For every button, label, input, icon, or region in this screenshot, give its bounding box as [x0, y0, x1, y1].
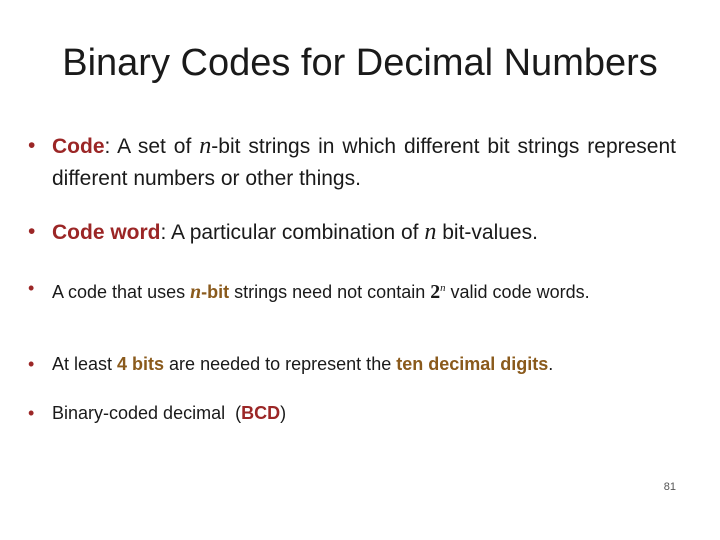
text-segment: ) — [280, 403, 287, 423]
variable-n: n — [424, 218, 437, 245]
bullet-code-definition — [28, 130, 676, 195]
bullet-four-bits — [28, 350, 676, 378]
bullet-marker: • — [28, 403, 35, 423]
highlight-n-bit — [190, 282, 229, 302]
bullet-marker: • — [28, 354, 35, 374]
text-segment: bit-values. — [436, 221, 538, 244]
term-code-word: Code word — [52, 221, 161, 244]
highlight-text: -bit — [201, 282, 230, 302]
bullet-text — [52, 215, 676, 250]
text-segment: strings need not contain — [229, 282, 431, 302]
bullet-text — [52, 274, 676, 306]
slide-title: Binary Codes for Decimal Numbers — [62, 42, 658, 84]
bullet-text — [52, 130, 676, 195]
text-segment: A code that uses — [52, 282, 191, 302]
bullet-code-word — [28, 215, 676, 250]
variable-n: n — [190, 281, 202, 303]
text-segment: : A particular combination of — [160, 221, 425, 244]
bullet-marker: • — [28, 278, 35, 298]
term-code: Code — [52, 135, 105, 158]
text-segment: are needed to represent the — [164, 354, 397, 374]
bullet-text — [52, 350, 676, 378]
bullet-marker: • — [28, 134, 36, 157]
highlight-ten-decimal-digits: ten decimal digits — [396, 354, 549, 374]
power-exponent: n — [440, 282, 446, 294]
highlight-bcd: BCD — [241, 403, 281, 423]
text-segment: valid code words. — [445, 282, 590, 302]
highlight-4-bits: 4 bits — [117, 354, 165, 374]
text-segment: -bit strings in which different bit strings represent different numbers or other things. — [52, 135, 676, 190]
text-segment: . — [548, 354, 554, 374]
bullet-n-bit-strings — [28, 274, 676, 306]
bullet-marker: • — [28, 220, 36, 243]
colon: : — [104, 135, 111, 158]
power-base: 2 — [430, 281, 441, 303]
page-number: 81 — [663, 481, 676, 493]
bullet-text — [52, 399, 676, 427]
text-segment: At least — [52, 354, 118, 374]
bullet-bcd — [28, 399, 676, 427]
text-segment: Binary-coded decimal ( — [52, 403, 242, 423]
text-segment: A set of — [110, 135, 200, 158]
variable-n: n — [199, 132, 212, 159]
